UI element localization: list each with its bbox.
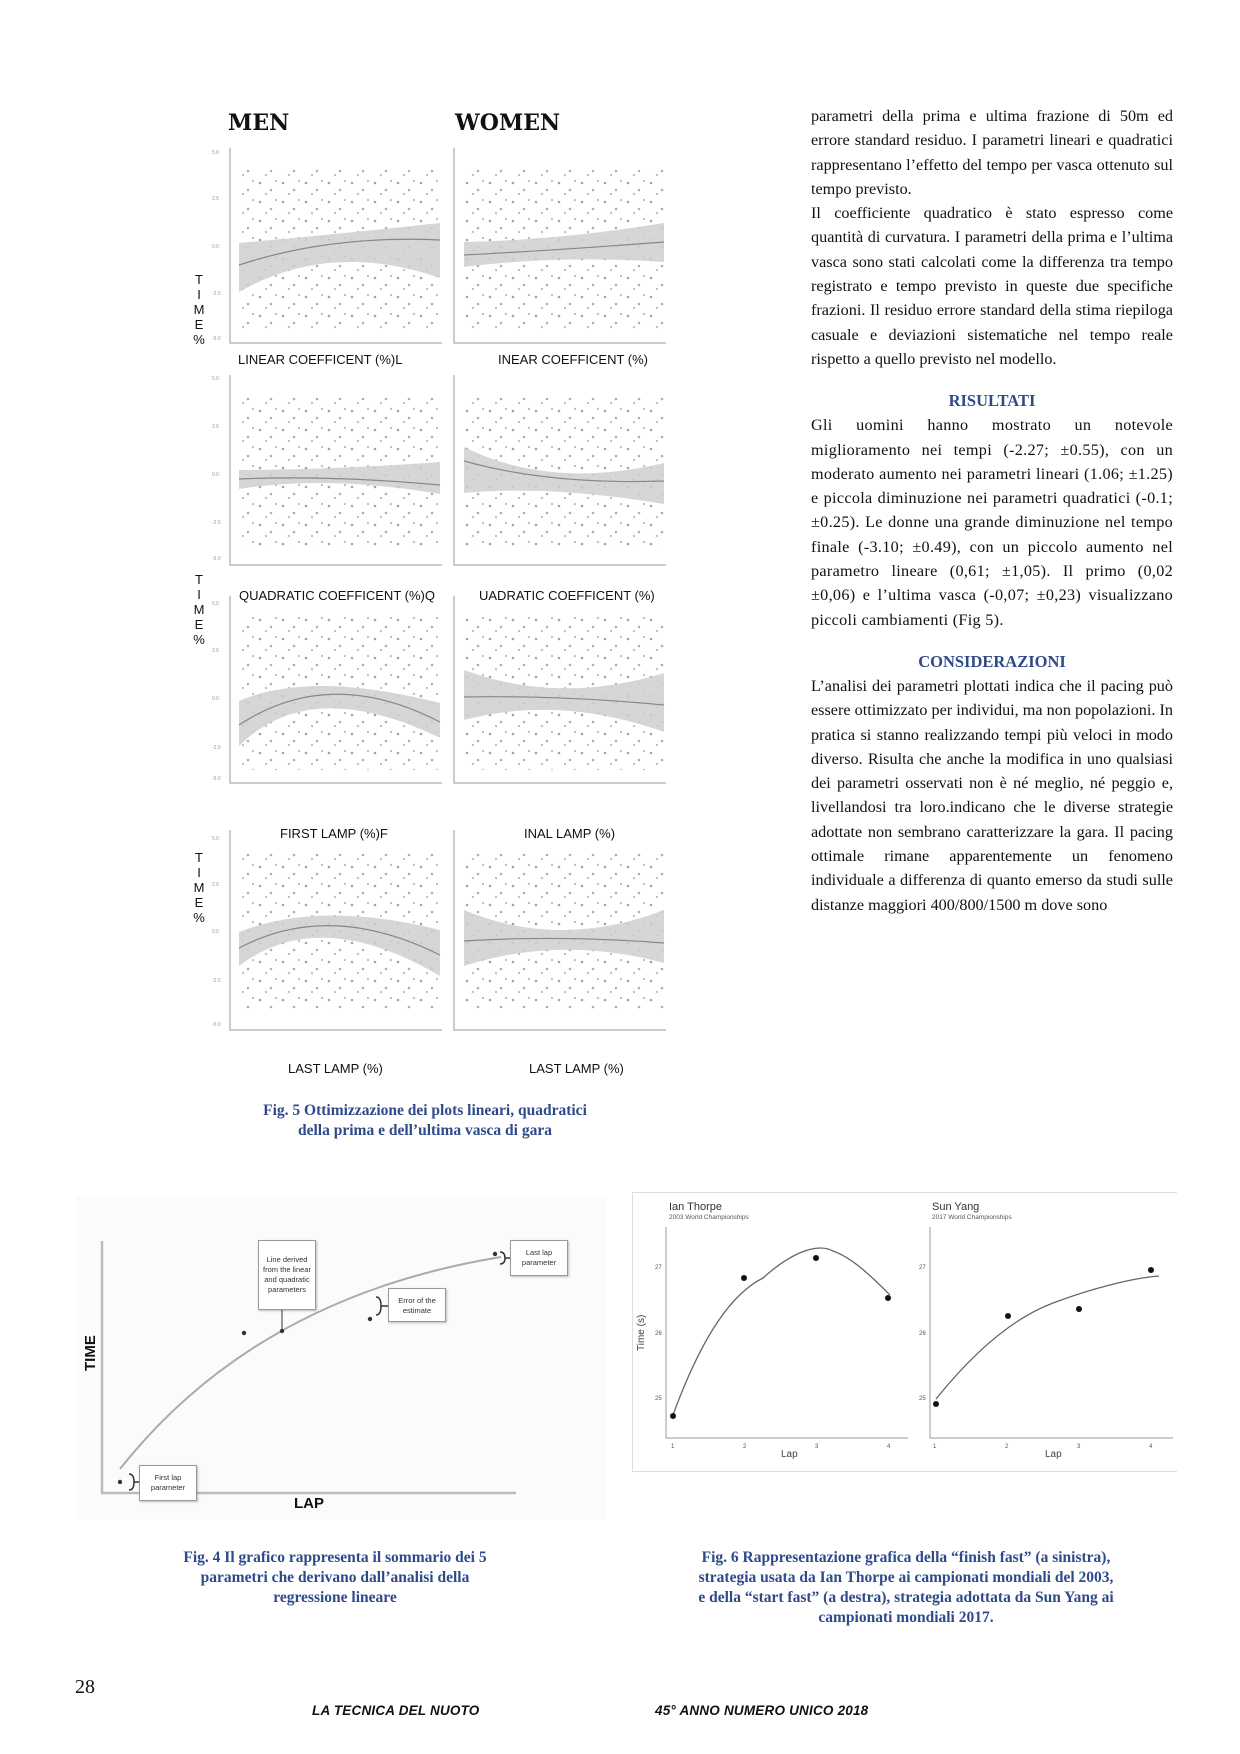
article-text-column <box>811 104 1173 917</box>
results-heading: RISULTATI <box>948 391 1036 411</box>
callout-line-derived: Line derived from the linear and quadratic parameters <box>258 1240 316 1310</box>
svg-text:26: 26 <box>919 1331 926 1337</box>
svg-text:27: 27 <box>919 1265 926 1271</box>
footer-journal-name: LA TECNICA DEL NUOTO <box>312 1703 480 1718</box>
men-first-lap-axis-title: FIRST LAMP (%)F <box>280 826 388 841</box>
svg-text:2.5: 2.5 <box>212 882 219 888</box>
considerations-heading: CONSIDERAZIONI <box>918 651 1066 671</box>
svg-text:26: 26 <box>655 1331 662 1337</box>
svg-text:3: 3 <box>1077 1444 1081 1450</box>
svg-text:-2.5: -2.5 <box>212 745 221 751</box>
footer-issue: 45° ANNO NUMERO UNICO 2018 <box>655 1703 869 1718</box>
women-final-lap-axis-title: INAL LAMP (%) <box>524 826 616 841</box>
men-linear-axis-title: LINEAR COEFFICENT (%)L <box>238 352 403 367</box>
considerations-paragraph: L’analisi dei parametri plottati indica che il pacing può essere ottimizzato per individui, ma non popolazioni. In pratica si stanno realizzando tempi più veloci in modo diverso. Risulta che anche la modifica in uno qualsiasi dei parametri osservati non è né meglio, né peggio e, livellandosi tra loro.indicano che le diverse strategie adottate non sembrano caratterizzare la gara. Il pacing ottimale rimane apparentemente un fenomeno individuale a differenza di quanto emerso da studi sulle distanze maggiori 400/800/1500 m dove sono <box>811 676 1173 914</box>
svg-text:25: 25 <box>655 1396 662 1402</box>
figure4-caption: Fig. 4 Il grafico rappresenta il sommario dei 5 parametri che derivano dall’analisi della regressione lineare <box>183 1549 487 1606</box>
svg-text:5.0: 5.0 <box>212 836 219 842</box>
svg-text:2.5: 2.5 <box>212 648 219 654</box>
svg-text:0.0: 0.0 <box>212 929 219 935</box>
svg-text:27: 27 <box>655 1265 662 1271</box>
callout-first-lap: First lap parameter <box>139 1465 197 1501</box>
callout-last-lap: Last lap parameter <box>510 1240 568 1276</box>
page-number: 28 <box>75 1676 95 1698</box>
thorpe-chart-title: Ian Thorpe <box>669 1201 723 1213</box>
svg-text:4: 4 <box>887 1444 891 1450</box>
svg-text:3: 3 <box>815 1444 819 1450</box>
svg-text:-2.5: -2.5 <box>212 291 221 297</box>
svg-text:-5.0: -5.0 <box>212 556 221 562</box>
svg-text:1: 1 <box>933 1444 937 1450</box>
thorpe-chart-subtitle: 2003 World Championships <box>669 1214 749 1221</box>
y-axis-label-row1: T I M E % <box>193 272 205 347</box>
figure6-charts <box>632 1192 1177 1472</box>
women-last-lap-axis-title: LAST LAMP (%) <box>529 1061 624 1076</box>
svg-text:1: 1 <box>671 1444 675 1450</box>
svg-text:-2.5: -2.5 <box>212 520 221 526</box>
figure6-y-label: Time (s) <box>636 1314 647 1351</box>
sunyang-chart-subtitle: 2017 World Championships <box>932 1214 1012 1221</box>
svg-text:-5.0: -5.0 <box>212 776 221 782</box>
men-column-header: MEN <box>228 110 290 136</box>
svg-text:2: 2 <box>743 1444 747 1450</box>
svg-text:2: 2 <box>1005 1444 1009 1450</box>
svg-text:5.0: 5.0 <box>212 601 219 607</box>
intro-paragraph-2: Il coefficiente quadratico è stato espresso come quantità di curvatura. I parametri della prima e l’ultima vasca sono stati calcolati come la differenza tra tempo registrato e tempo previsto in queste due specifiche frazioni. Il residuo errore standard della stima riepiloga casuale e deviazioni sistematiche nel tempo reale rispetto a quello previsto nel modello. <box>811 204 1173 368</box>
svg-text:5.0: 5.0 <box>212 150 219 156</box>
svg-text:-5.0: -5.0 <box>212 1022 221 1028</box>
svg-text:0.0: 0.0 <box>212 472 219 478</box>
sunyang-chart-title: Sun Yang <box>932 1201 980 1213</box>
figure4-x-label: LAP <box>294 1495 324 1512</box>
figure6-caption: Fig. 6 Rappresentazione grafica della “finish fast” (a sinistra), strategia usata da Ian Thorpe ai campionati mondiali del 2003, e della “start fast” (a destra), strategia adottata da Sun Yang ai campionati mondiali 2017. <box>698 1549 1114 1626</box>
figure4-y-label: TIME <box>82 1335 99 1371</box>
svg-text:2.5: 2.5 <box>212 196 219 202</box>
figure6-plots <box>633 1193 1177 1471</box>
callout-error-estimate: Error of the estimate <box>388 1288 446 1322</box>
sunyang-x-label: Lap <box>1045 1449 1062 1460</box>
men-quadratic-axis-title: QUADRATIC COEFFICENT (%)Q <box>239 588 435 603</box>
svg-text:-5.0: -5.0 <box>212 336 221 342</box>
svg-text:-2.5: -2.5 <box>212 978 221 984</box>
men-last-lap-axis-title: LAST LAMP (%) <box>288 1061 383 1076</box>
intro-paragraph-1: parametri della prima e ultima frazione di 50m ed errore standard residuo. I parametri lineari e quadratici rappresentano l’effetto del tempo per vasca ottenuto sul tempo previsto. <box>811 107 1173 198</box>
y-axis-label-row2: T I M E % <box>193 572 205 647</box>
svg-text:2.5: 2.5 <box>212 424 219 430</box>
svg-text:5.0: 5.0 <box>212 376 219 382</box>
svg-text:4: 4 <box>1149 1444 1153 1450</box>
svg-text:0.0: 0.0 <box>212 696 219 702</box>
results-paragraph: Gli uomini hanno mostrato un notevole miglioramento nei tempi (-2.27; ±0.55), con un moderato aumento nei parametri lineari (1.06; ±1.25) e piccola diminuzione nei parametri quadratici (-0.1; ±0.25). Le donne una grande diminuzione nel tempo finale (-3.10; ±0.49), con un piccolo aumento nel parametro lineare (0,61; ±1,05). Il primo (0,02 ±0,06) e l’ultima vasca (-0,07; ±0,23) visualizzano piccoli cambiamenti (Fig 5). <box>811 416 1173 629</box>
svg-text:25: 25 <box>919 1396 926 1402</box>
women-linear-axis-title: INEAR COEFFICENT (%) <box>498 352 648 367</box>
y-axis-label-row3: T I M E % <box>193 850 205 925</box>
women-column-header: WOMEN <box>455 110 561 136</box>
women-quadratic-axis-title: UADRATIC COEFFICENT (%) <box>479 588 655 603</box>
figure5-caption: Fig. 5 Ottimizzazione dei plots lineari, quadratici della prima e dell’ultima vasca di gara <box>263 1102 587 1139</box>
thorpe-x-label: Lap <box>781 1449 798 1460</box>
figure4-diagram <box>76 1197 606 1519</box>
svg-text:0.0: 0.0 <box>212 244 219 250</box>
